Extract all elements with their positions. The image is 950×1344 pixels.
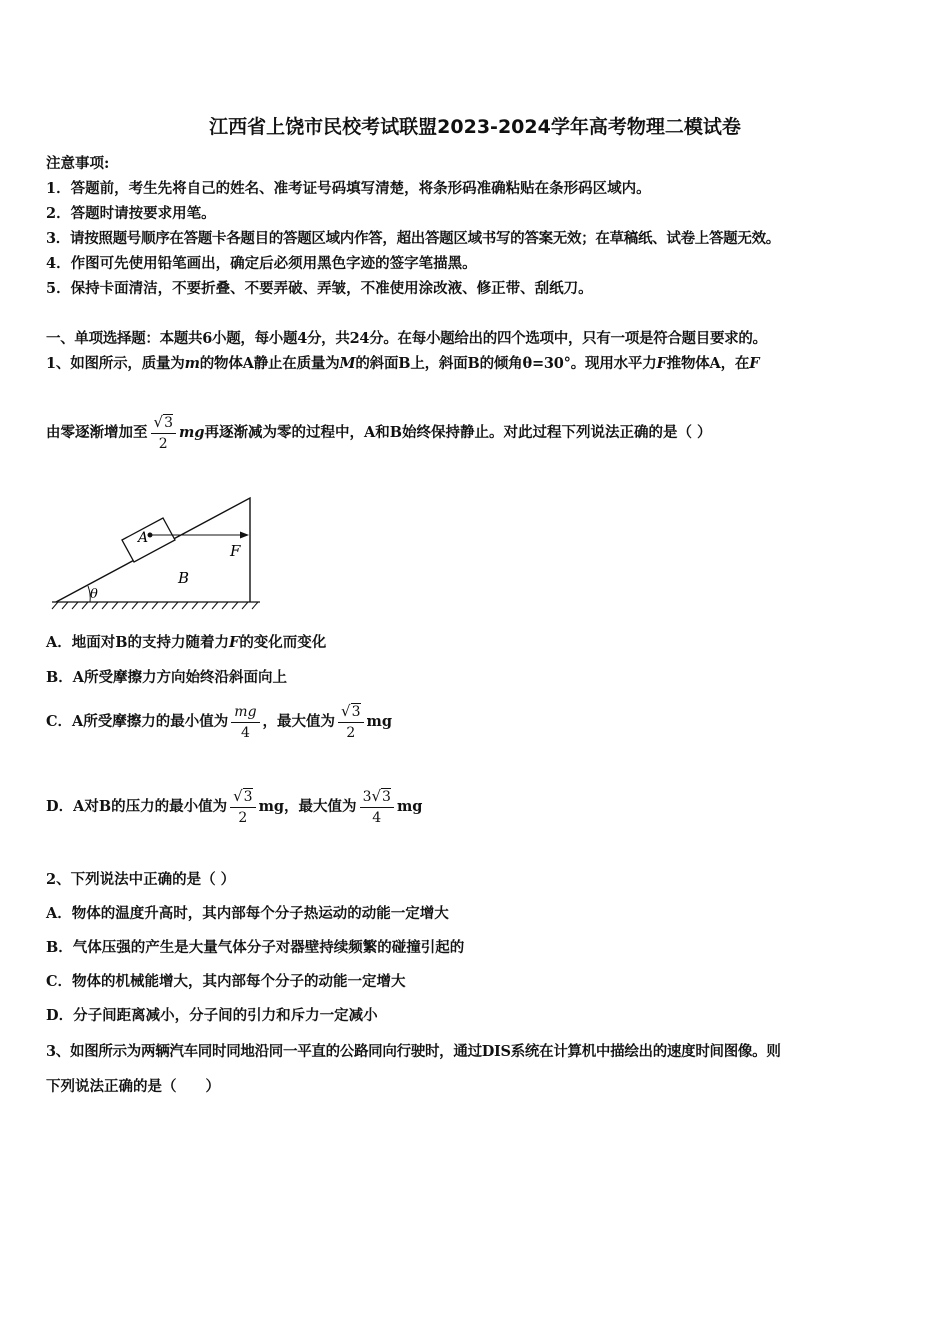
note-item-2: 2．答题时请按要求用笔。 [46,205,216,222]
q2-option-c: C．物体的机械能增大，其内部每个分子的动能一定增大 [46,973,406,990]
label-theta: θ [90,587,98,602]
q2-option-a: A．物体的温度升高时，其内部每个分子热运动的动能一定增大 [46,905,449,922]
label-b: B [178,569,190,587]
label-f: F [230,542,241,560]
incline-figure [46,488,266,610]
q2-option-b: B．气体压强的产生是大量气体分子对器壁持续频繁的碰撞引起的 [46,939,465,956]
note-item-3: 3．请按照题号顺序在答题卡各题目的答题区域内作答，超出答题区域书写的答案无效；在草稿纸、试卷上答题无效。 [46,230,780,247]
block-a [122,518,175,562]
q1-stem-line2: 由零逐渐增加至 $\frac{√3}{2}$ mg再逐渐减为零的过程中，A和B始终保持静止。对此过程下列说法正确的是（ ） [46,413,712,452]
q1-option-c: C．A所受摩擦力的最小值为 $\frac{mg}{4}$ ，最大值为 $\frac{√3}{2}$ mg [46,702,393,741]
section-heading: 一、单项选择题：本题共6小题，每小题4分，共24分。在每小题给出的四个选项中，只有一项是符合题目要求的。 [46,330,767,347]
fraction-sqrt3-over-2: $\frac{√3}{2}$ [151,412,176,454]
note-item-4: 4．作图可先使用铅笔画出，确定后必须用黑色字迹的签字笔描黑。 [46,255,477,272]
q3-stem-line2: 下列说法正确的是（ ） [46,1078,220,1095]
q3-stem-line1: 3、如图所示为两辆汽车同时同地沿同一平直的公路同向行驶时，通过DIS系统在计算机中描绘出的速度时间图像。则 [46,1043,781,1060]
page-title: 江西省上饶市民校考试联盟2023-2024学年高考物理二模试卷 [209,116,741,138]
note-item-5: 5．保持卡面清洁，不要折叠、不要弄破、弄皱，不准使用涂改液、修正带、刮纸刀。 [46,280,593,297]
q2-option-d: D．分子间距离减小，分子间的引力和斥力一定减小 [46,1007,378,1024]
q1-option-b: B．A所受摩擦力方向始终沿斜面向上 [46,669,288,686]
q1-option-d: D．A对B的压力的最小值为 $\frac{√3}{2}$ mg，最大值为 $\frac{3√3}{4}$ mg [46,787,423,826]
q2-stem: 2、下列说法中正确的是（ ） [46,871,236,888]
q1-stem-line1: 1、如图所示，质量为m的物体A静止在质量为M的斜面B上，斜面B的倾角θ=30°。现用水平力F推物体A，在F [46,355,760,372]
label-a: A [138,530,149,546]
note-item-1: 1．答题前，考生先将自己的姓名、准考证号码填写清楚，将条形码准确粘贴在条形码区域内。 [46,180,651,197]
notes-heading: 注意事项: [46,155,110,172]
q1-option-a: A．地面对B的支持力随着力F的变化而变化 [46,634,327,651]
